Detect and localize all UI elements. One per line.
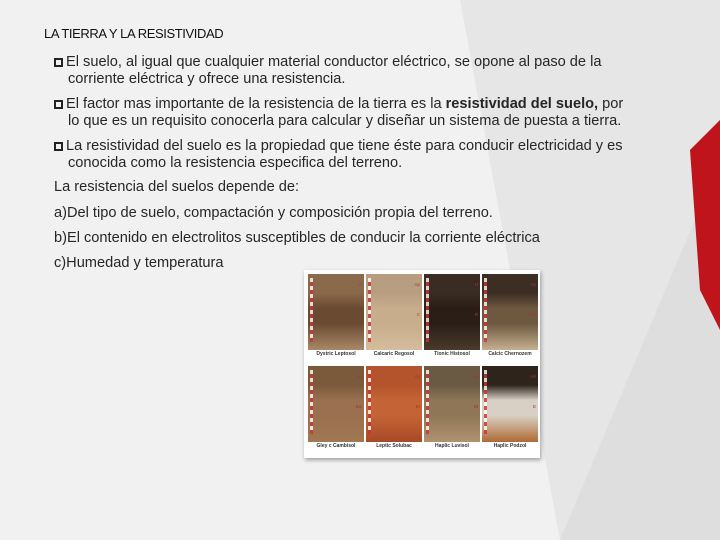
soil-profile-caption: Calcic Chernozem: [488, 351, 532, 357]
soil-profile-caption: Gley c Cambisol: [316, 443, 356, 449]
measuring-tape: [426, 278, 429, 342]
horizon-label: Ap: [414, 282, 420, 287]
paragraph-c: c)Humedad y temperatura: [54, 255, 224, 271]
bold-term: resistividad del suelo,: [445, 96, 599, 112]
measuring-tape: [426, 370, 429, 434]
soil-profile-caption: Calcaric Regosol: [373, 351, 415, 357]
horizon-label: A: [358, 282, 362, 287]
measuring-tape: [310, 278, 313, 342]
checkbox-bullet-icon: [54, 58, 63, 67]
soil-profile-caption: Leptic Solubac: [376, 443, 412, 449]
soil-profile-caption: Haplic Luvisol: [435, 443, 469, 449]
checkbox-bullet-icon: [54, 142, 63, 151]
checkbox-bullet-icon: [54, 100, 63, 109]
soil-profile-caption: Tionic Histosol: [434, 351, 470, 357]
horizon-label: Bt: [473, 404, 478, 409]
horizon-label: R: [474, 312, 478, 317]
horizon-label: C: [416, 312, 420, 317]
paragraph-b: b)El contenido en electrolitos susceptibles de conducir la corriente eléctrica: [54, 230, 540, 246]
horizon-label: Bt: [415, 404, 420, 409]
page-title: LA TIERRA Y LA RESISTIVIDAD: [44, 26, 224, 41]
measuring-tape: [310, 370, 313, 434]
horizon-label: Ap: [472, 374, 478, 379]
horizon-label: H: [474, 282, 478, 287]
measuring-tape: [368, 370, 371, 434]
horizon-label: Ah: [356, 374, 362, 379]
bullet-3: La resistividad del suelo es la propiedad que tiene éste para conducir electricidad y es conocida como la resistencia especifica del terreno.: [54, 138, 686, 172]
measuring-tape: [484, 370, 487, 434]
horizon-label: Cck: [528, 312, 536, 317]
horizon-label: Ah: [530, 282, 536, 287]
soil-profile-image: [308, 366, 364, 442]
measuring-tape: [484, 278, 487, 342]
horizon-label: R: [358, 312, 362, 317]
paragraph-intro: La resistencia del suelos depende de:: [54, 179, 300, 195]
soil-profile-caption: Dystric Leptosol: [316, 351, 356, 357]
measuring-tape: [368, 278, 371, 342]
soil-profile-image: [424, 366, 480, 442]
soil-profile-image: [424, 274, 480, 350]
horizon-label: E: [532, 404, 536, 409]
soil-profile-image: [308, 274, 364, 350]
bullet-1: El suelo, al igual que cualquier material conductor eléctrico, se opone al paso de la corriente eléctrica y ofrece una resistencia.: [54, 54, 686, 88]
horizon-label: Ah: [530, 374, 536, 379]
horizon-label: Ap: [414, 374, 420, 379]
soil-profile-caption: Haplic Podzol: [493, 443, 527, 449]
horizon-label: Bw: [355, 404, 362, 409]
bullet-2: El factor mas importante de la resistencia de la tierra es la resistividad del suelo, por lo que es un requisito conocerla para calcular y diseñar un sistema de puesta a tierra.: [54, 96, 686, 130]
soil-profile-image: [366, 366, 422, 442]
soil-profile-image: [482, 274, 538, 350]
soil-profile-image: [482, 366, 538, 442]
soil-profiles-figure: [304, 270, 540, 458]
paragraph-a: a)Del tipo de suelo, compactación y composición propia del terreno.: [54, 205, 493, 221]
soil-profile-image: [366, 274, 422, 350]
